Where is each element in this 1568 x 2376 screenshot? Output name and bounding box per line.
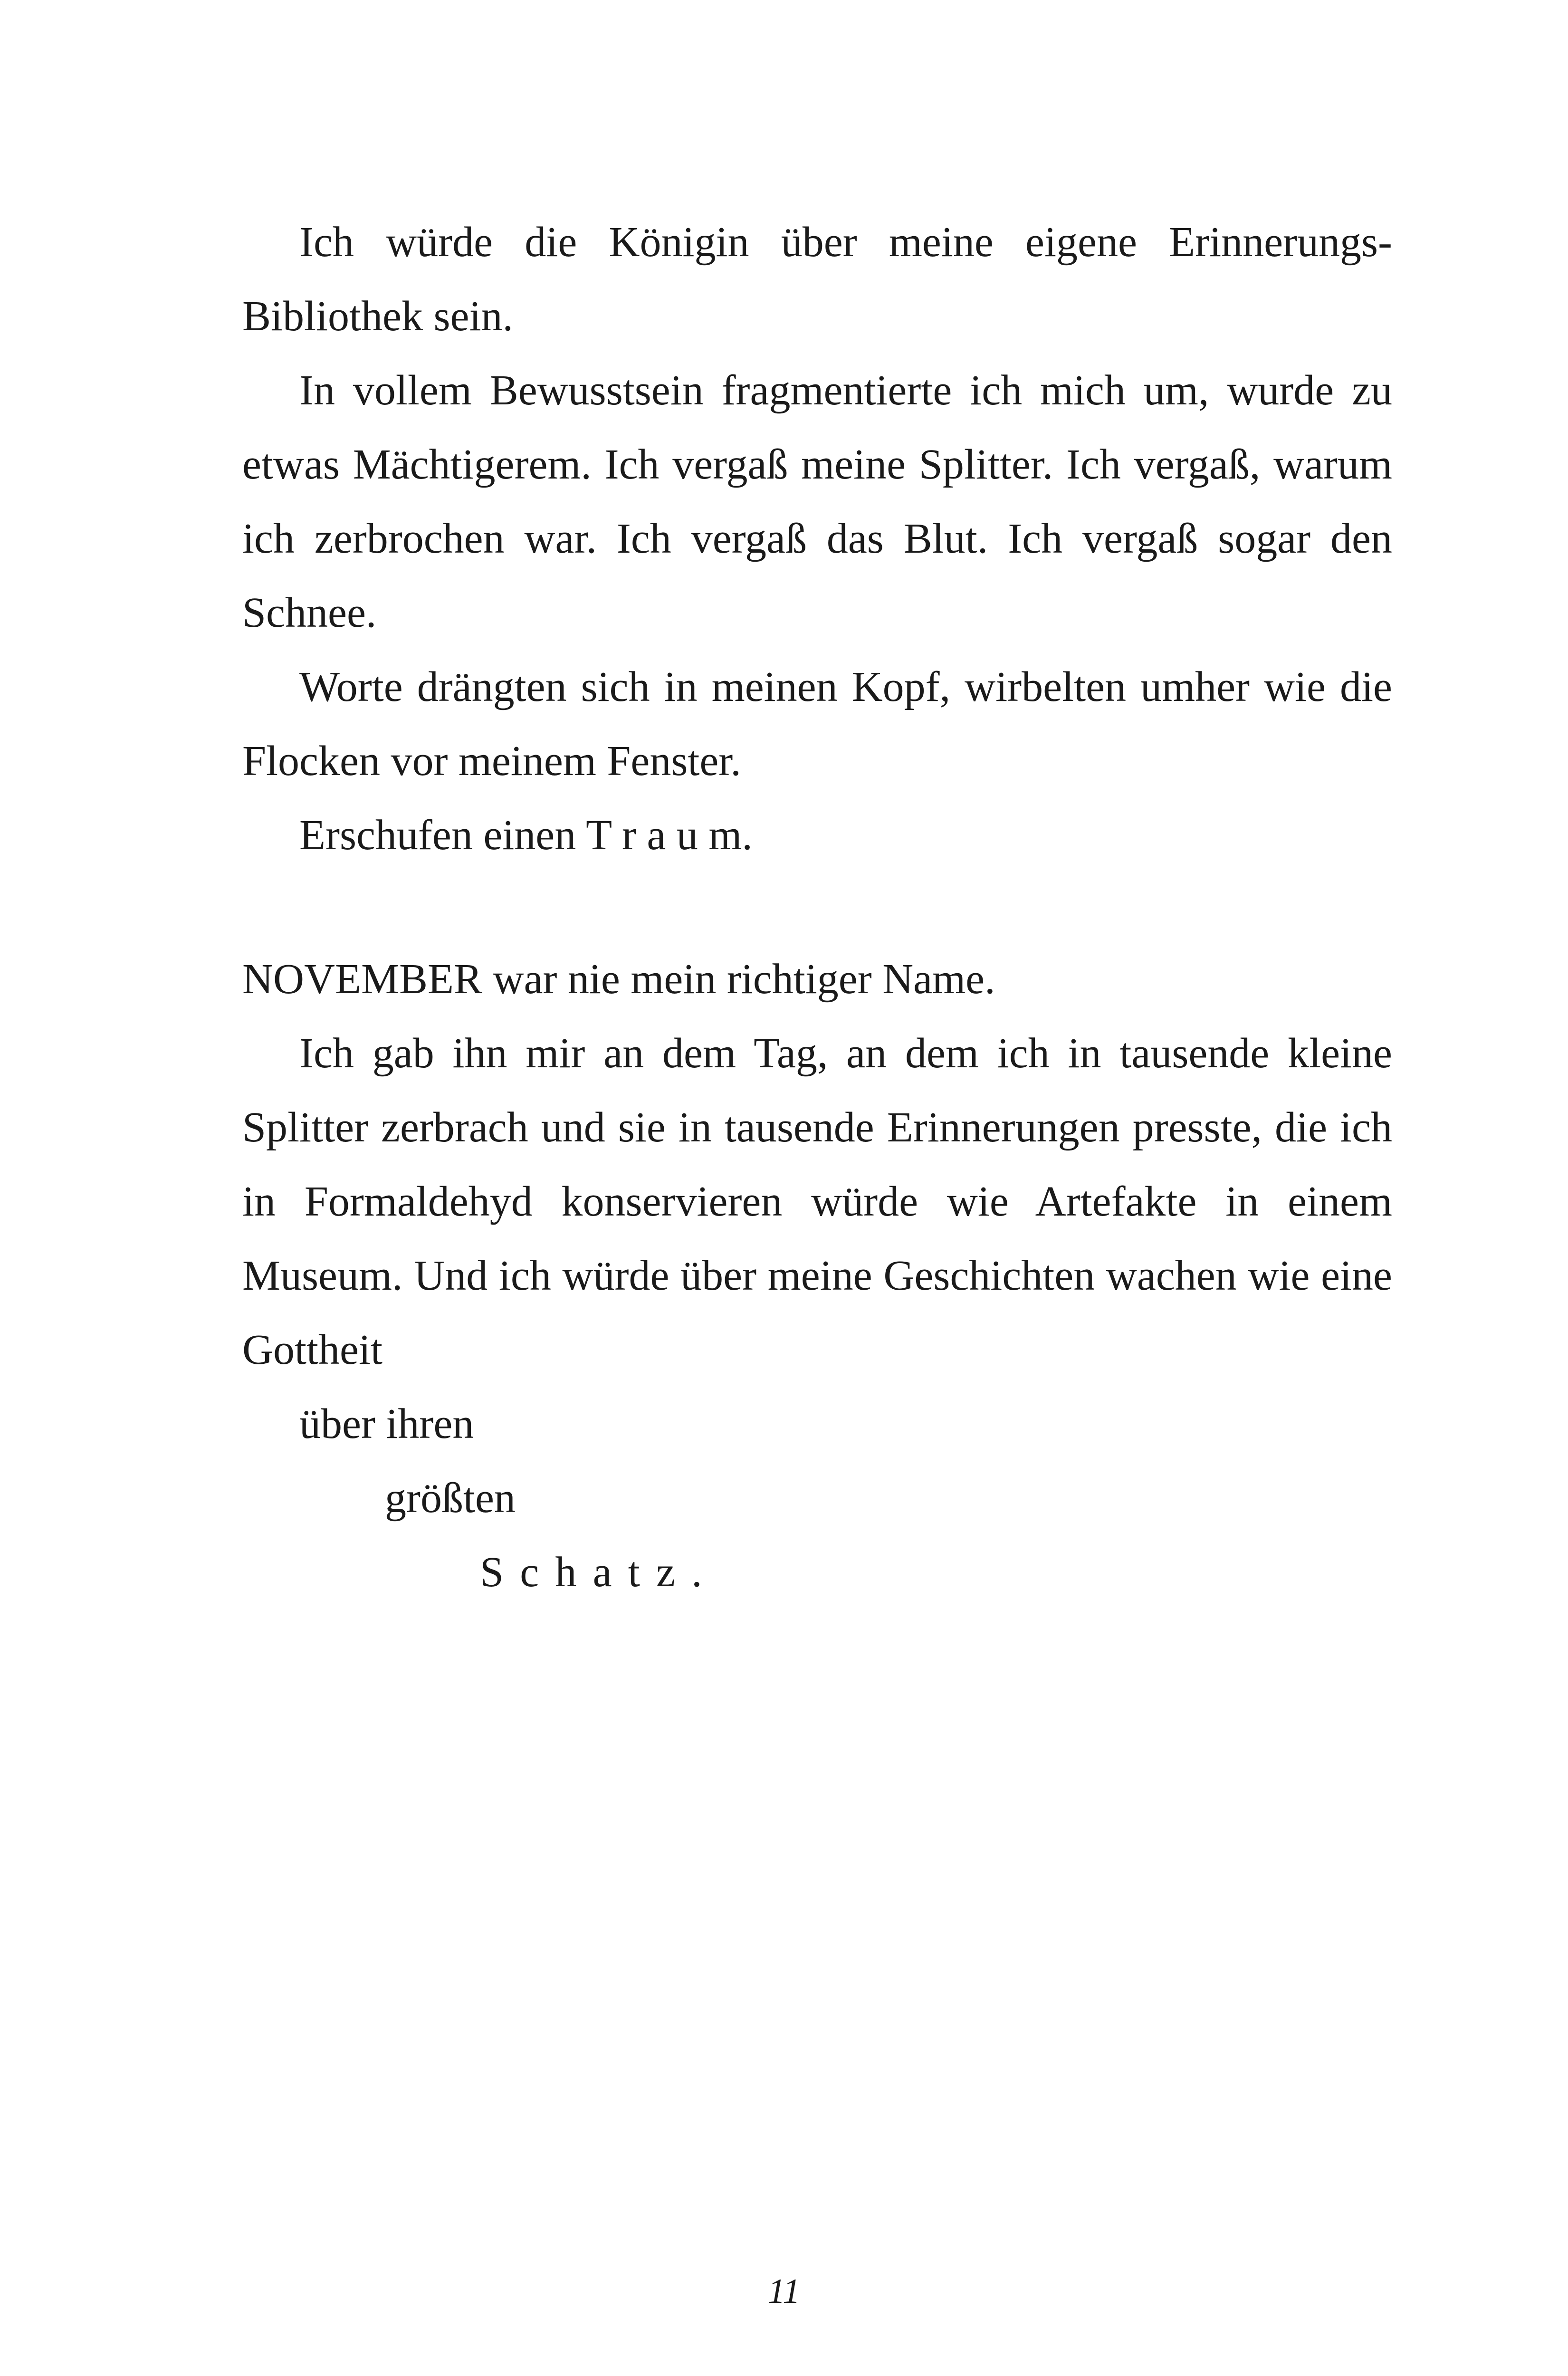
paragraph: Worte drängten sich in meinen Kopf, wirbelten umher wie die Flocken vor meinem Fenster. (242, 663, 1392, 785)
page-number: 11 (767, 2272, 801, 2311)
paragraph: Ich gab ihn mir an dem Tag, an dem ich in tausende kleine Splitter zerbrach und sie in tausende Erinnerungen presste, die ich in Formaldehyd konservieren würde wie Artefakte in einem Museum. Und ich würde über meine Geschichten wachen wie eine Gottheit (242, 1030, 1392, 1373)
paragraph: In vollem Bewusstsein fragmentierte ich mich um, wurde zu etwas Mächtigerem. Ich vergaß meine Splitter. Ich vergaß, warum ich zerbrochen war. Ich vergaß das Blut. Ich vergaß sogar den Schnee. (242, 367, 1392, 636)
stair-line-3: Schatz. (480, 1549, 718, 1596)
paragraph: Ich würde die Königin über meine eigene Erinnerungs-Bibliothek sein. (242, 219, 1392, 340)
text-section-2 (242, 942, 1392, 1610)
text-section-1 (242, 205, 1392, 872)
section-opening-line: NOVEMBER war nie mein richtiger Name. (242, 956, 995, 1003)
stair-line-2: größten (385, 1475, 516, 1522)
spaced-line: Erschufen einen T r a u m. (299, 812, 753, 859)
stair-line-1: über ihren (299, 1400, 474, 1447)
